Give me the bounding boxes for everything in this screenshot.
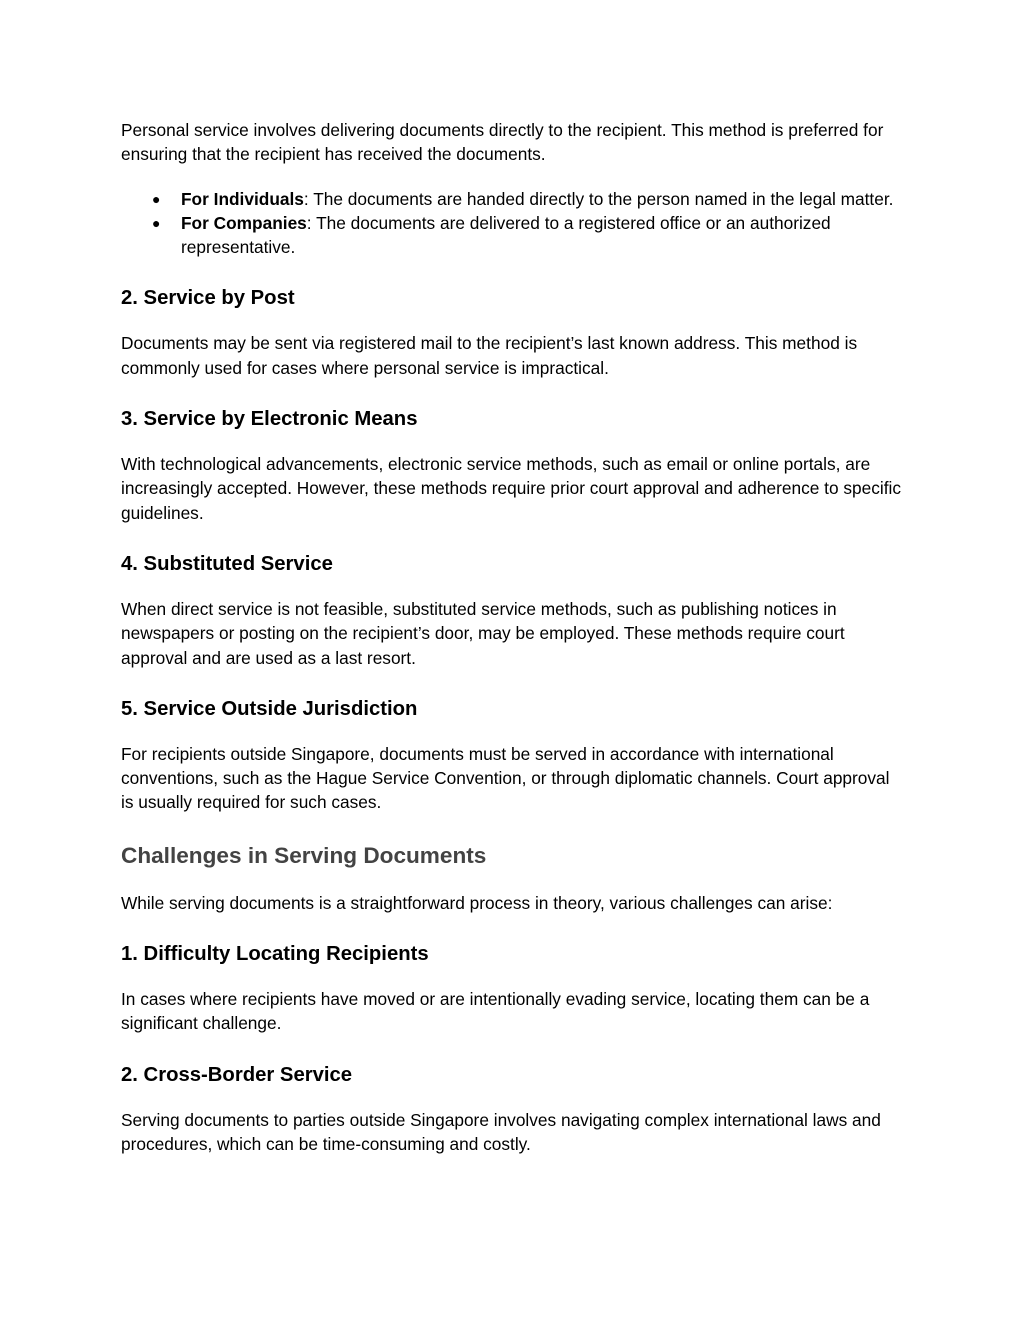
bullet-icon: ●	[152, 190, 161, 207]
bullet-text: : The documents are handed directly to the person named in the legal matter.	[303, 188, 894, 209]
list-item	[121, 211, 906, 260]
section-paragraph: Documents may be sent via registered mail to the recipient’s last known address. This method is commonly used for cases where personal service is impractical.	[121, 333, 858, 378]
section-paragraph: When direct service is not feasible, substituted service methods, such as publishing notices in newspapers or posting on the recipient’s door, may be employed. These methods require court approval and are used as a last resort.	[121, 598, 845, 668]
section-heading: 3. Service by Electronic Means	[121, 408, 418, 431]
bullet-label: For Companies	[181, 212, 307, 233]
section-heading: 1. Difficulty Locating Recipients	[121, 943, 429, 966]
bullet-text: : The documents are delivered to a registered office or an authorized representative.	[181, 212, 831, 258]
section-heading: 2. Cross-Border Service	[121, 1063, 353, 1086]
challenges-intro: While serving documents is a straightforward process in theory, various challenges can arise:	[121, 892, 833, 913]
section-heading: 4. Substituted Service	[121, 552, 333, 575]
bullet-icon: ●	[152, 214, 161, 231]
document-page	[121, 118, 906, 1156]
challenges-heading: Challenges in Serving Documents	[121, 842, 487, 868]
service-bullet-list	[121, 187, 906, 260]
list-item	[121, 187, 906, 211]
bullet-label: For Individuals	[181, 188, 304, 209]
section-paragraph: With technological advancements, electronic service methods, such as email or online portals, are increasingly accepted. However, these methods require prior court approval and adherence to specific guidelines.	[121, 454, 902, 523]
section-paragraph: For recipients outside Singapore, documents must be served in accordance with international conventions, such as the Hague Service Convention, or through diplomatic channels. Court approval is usually required for such cases.	[121, 743, 890, 813]
section-paragraph: Serving documents to parties outside Singapore involves navigating complex international laws and procedures, which can be time-consuming and costly.	[121, 1109, 881, 1154]
section-heading: 2. Service by Post	[121, 287, 295, 310]
intro-paragraph: Personal service involves delivering documents directly to the recipient. This method is preferred for ensuring that the recipient has received the documents.	[121, 120, 884, 165]
section-paragraph: In cases where recipients have moved or are intentionally evading service, locating them can be a significant challenge.	[121, 989, 870, 1034]
section-heading: 5. Service Outside Jurisdiction	[121, 697, 418, 720]
